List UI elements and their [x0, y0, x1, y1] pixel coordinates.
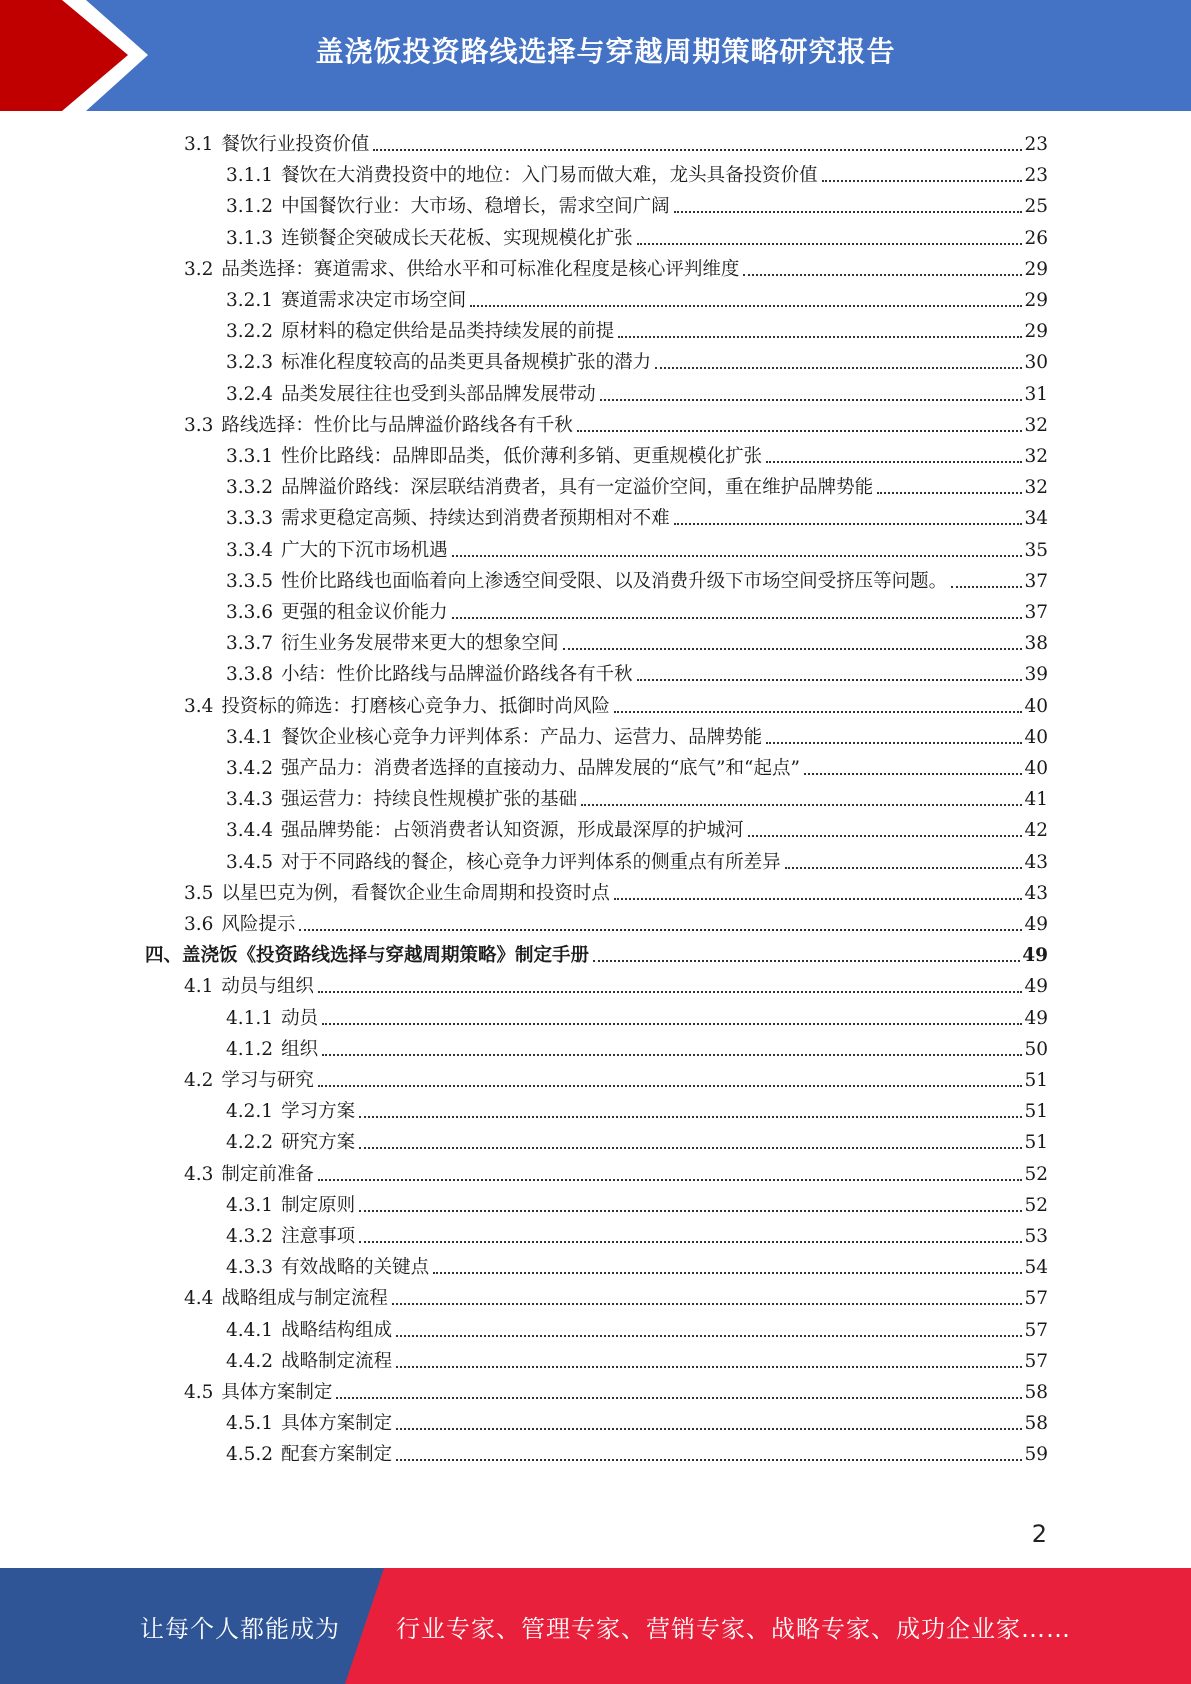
toc-entry[interactable]: [226, 563, 1048, 593]
toc-entry-title: 制定原则: [281, 1194, 356, 1216]
toc-entry[interactable]: [226, 344, 1048, 374]
dot-leader: [614, 897, 1023, 900]
toc-entry-number: 4.3.2: [226, 1226, 274, 1247]
toc-entry-page: 49: [1024, 976, 1048, 998]
dot-leader: [359, 1209, 1022, 1212]
toc-entry[interactable]: [226, 282, 1048, 312]
toc-entry-number: 4.5.2: [226, 1444, 274, 1466]
toc-entry-number: 3.4.2: [226, 758, 274, 779]
toc-entry-page: 40: [1024, 726, 1048, 748]
toc-entry-number: 3.2: [184, 258, 214, 280]
toc-entry[interactable]: [226, 781, 1048, 811]
dot-leader: [674, 522, 1023, 525]
toc-entry[interactable]: [226, 188, 1048, 218]
toc-entry-number: 3.3: [184, 414, 214, 436]
toc-entry-number: 4.2.2: [226, 1132, 274, 1154]
toc-entry-number: 3.1.3: [226, 227, 274, 249]
toc-entry[interactable]: [184, 968, 1048, 998]
toc-entry-number: 4.5.1: [226, 1413, 274, 1435]
toc-entry-title: 性价比路线也面临着向上渗透空间受限、以及消费升级下市场空间受挤压等问题。: [281, 570, 948, 592]
toc-entry-title: 原材料的稳定供给是品类持续发展的前提: [281, 321, 615, 343]
dot-leader: [373, 148, 1022, 151]
dot-leader: [563, 647, 1023, 650]
toc-entry-page: 26: [1024, 227, 1048, 249]
toc-entry-number: 3.6: [184, 914, 214, 935]
dot-leader: [618, 335, 1022, 338]
toc-entry-page: 34: [1024, 508, 1048, 530]
toc-entry-number: 3.3.5: [226, 570, 274, 592]
toc-entry[interactable]: [226, 719, 1048, 749]
toc-entry[interactable]: [226, 1218, 1048, 1248]
toc-entry-page: 43: [1024, 851, 1048, 873]
toc-entry-title: 强运营力：持续良性规模扩张的基础: [281, 789, 578, 811]
dot-leader: [322, 1053, 1022, 1056]
toc-entry[interactable]: [226, 157, 1048, 187]
toc-entry[interactable]: [226, 1187, 1048, 1217]
toc-entry-title: 品类选择：赛道需求、供给水平和可标准化程度是核心评判维度: [221, 258, 740, 280]
dot-leader: [359, 1240, 1022, 1243]
toc-entry[interactable]: [145, 937, 1048, 967]
dot-leader: [785, 866, 1023, 869]
toc-entry-number: 3.4.3: [226, 789, 274, 811]
toc-entry[interactable]: [226, 1249, 1048, 1279]
dot-leader: [822, 179, 1023, 182]
toc-entry-page: 31: [1024, 383, 1048, 405]
dot-leader: [577, 429, 1023, 432]
toc-entry-title: 强产品力：消费者选择的直接动力、品牌发展的“底气”和“起点”: [281, 758, 800, 779]
toc-entry-title: 具体方案制定: [221, 1382, 333, 1403]
toc-entry-page: 52: [1024, 1163, 1048, 1185]
toc-entry-page: 37: [1024, 570, 1048, 592]
toc-entry-number: 3.2.2: [226, 321, 274, 343]
toc-entry[interactable]: [226, 1000, 1048, 1030]
toc-entry[interactable]: [226, 625, 1048, 655]
toc-entry-number: 3.3.1: [226, 446, 274, 467]
toc-entry-title: 餐饮在大消费投资中的地位：入门易而做大难，龙头具备投资价值: [281, 165, 818, 187]
toc-entry[interactable]: [226, 1031, 1048, 1061]
toc-entry-number: 3.4.1: [226, 726, 274, 748]
toc-entry-page: 30: [1024, 352, 1048, 374]
toc-entry-title: 四、盖浇饭《投资路线选择与穿越周期策略》制定手册: [145, 945, 590, 967]
toc-entry-number: 4.1: [184, 976, 214, 998]
dot-leader: [877, 491, 1022, 494]
toc-entry-page: 37: [1024, 602, 1048, 623]
toc-entry-title: 衍生业务发展带来更大的想象空间: [281, 633, 559, 655]
toc-entry[interactable]: [226, 1093, 1048, 1123]
toc-entry[interactable]: [184, 126, 1048, 156]
toc-entry[interactable]: [226, 844, 1048, 874]
dot-leader: [766, 741, 1022, 744]
toc-entry-page: 29: [1024, 290, 1048, 311]
toc-entry[interactable]: [184, 1062, 1048, 1092]
toc-entry-number: 4.4.1: [226, 1319, 274, 1341]
dot-leader: [637, 242, 1023, 245]
toc-entry-page: 42: [1024, 820, 1048, 842]
toc-entry-page: 49: [1024, 914, 1048, 935]
toc-entry[interactable]: [226, 532, 1048, 562]
dot-leader: [600, 398, 1023, 401]
toc-entry-number: 3.2.3: [226, 352, 274, 374]
toc-entry-number: 3.2.1: [226, 290, 274, 311]
dot-leader: [318, 1084, 1023, 1087]
dot-leader: [452, 616, 1023, 619]
toc-entry-title: 性价比路线：品牌即品类，低价薄利多销、更重规模化扩张: [281, 446, 763, 467]
toc-entry[interactable]: [226, 1312, 1048, 1342]
toc-entry-page: 35: [1024, 539, 1048, 561]
toc-entry-page: 41: [1024, 789, 1048, 811]
toc-entry-title: 更强的租金议价能力: [281, 602, 448, 623]
toc-entry-title: 标准化程度较高的品类更具备规模扩张的潜力: [281, 352, 652, 374]
toc-entry-title: 投资标的筛选：打磨核心竞争力、抵御时尚风险: [221, 695, 610, 717]
toc-entry-page: 25: [1024, 196, 1048, 218]
toc-entry-page: 23: [1024, 165, 1048, 187]
toc-entry[interactable]: [226, 220, 1048, 250]
toc-entry-page: 29: [1024, 321, 1048, 343]
toc-entry-number: 3.3.3: [226, 508, 274, 530]
toc-entry[interactable]: [226, 1124, 1048, 1154]
toc-entry-number: 3.4: [184, 695, 214, 717]
toc-entry-title: 组织: [281, 1038, 319, 1060]
toc-entry-number: 3.4.4: [226, 820, 274, 842]
toc-entry[interactable]: [184, 1280, 1048, 1310]
toc-entry[interactable]: [184, 875, 1048, 905]
toc-entry[interactable]: [226, 500, 1048, 530]
toc-entry-page: 58: [1024, 1382, 1048, 1403]
toc-entry-title: 动员: [281, 1007, 319, 1029]
toc-entry-title: 餐饮企业核心竞争力评判体系：产品力、运营力、品牌势能: [281, 726, 763, 748]
dot-leader: [614, 710, 1023, 713]
toc-entry-number: 3.3.7: [226, 633, 274, 655]
toc-entry-title: 注意事项: [281, 1226, 356, 1247]
footer-slogan-right: 行业专家、管理专家、营销专家、战略专家、成功企业家……: [396, 1614, 1071, 1643]
toc-entry-number: 4.3.3: [226, 1257, 274, 1279]
toc-entry-title: 强品牌势能：占领消费者认知资源，形成最深厚的护城河: [281, 820, 744, 842]
toc-entry[interactable]: [184, 407, 1048, 437]
toc-entry-title: 研究方案: [281, 1132, 356, 1154]
dot-leader: [318, 1178, 1023, 1181]
dot-leader: [322, 1022, 1022, 1025]
dot-leader: [581, 803, 1022, 806]
toc-entry-number: 4.5: [184, 1382, 214, 1403]
dot-leader: [452, 554, 1023, 557]
toc-entry[interactable]: [226, 1405, 1048, 1435]
toc-entry-page: 57: [1024, 1350, 1048, 1372]
toc-entry-title: 有效战略的关键点: [281, 1257, 430, 1279]
dot-leader: [637, 678, 1023, 681]
dot-leader: [748, 834, 1023, 837]
toc-entry-page: 50: [1024, 1038, 1048, 1060]
dot-leader: [743, 273, 1022, 276]
toc-entry-page: 40: [1024, 758, 1048, 779]
dot-leader: [336, 1396, 1022, 1399]
toc-entry-page: 23: [1024, 134, 1048, 155]
toc-entry-title: 连锁餐企突破成长天花板、实现规模化扩张: [281, 227, 633, 249]
toc-entry[interactable]: [184, 251, 1048, 281]
toc-entry[interactable]: [184, 906, 1048, 936]
toc-entry-page: 32: [1024, 446, 1048, 467]
toc-entry-page: 39: [1024, 664, 1048, 686]
toc-entry-title: 中国餐饮行业：大市场、稳增长，需求空间广阔: [281, 196, 670, 218]
toc-entry-page: 52: [1024, 1194, 1048, 1216]
toc-entry[interactable]: [226, 656, 1048, 686]
toc-entry[interactable]: [226, 376, 1048, 406]
toc-entry-page: 49: [1024, 1007, 1048, 1029]
toc-entry-page: 49: [1022, 945, 1048, 967]
toc-entry-title: 对于不同路线的餐企，核心竞争力评判体系的侧重点有所差异: [281, 851, 781, 873]
toc-entry-page: 29: [1024, 258, 1048, 280]
toc-entry-number: 3.1: [184, 134, 214, 155]
toc-entry-page: 38: [1024, 633, 1048, 655]
toc-entry-title: 小结：性价比路线与品牌溢价路线各有千秋: [281, 664, 633, 686]
toc-entry[interactable]: [226, 1343, 1048, 1373]
document-title: 盖浇饭投资路线选择与穿越周期策略研究报告: [315, 35, 896, 68]
dot-leader: [359, 1146, 1022, 1149]
toc-entry-number: 3.2.4: [226, 383, 274, 405]
dot-leader: [655, 366, 1022, 369]
toc-entry-number: 3.1.2: [226, 196, 274, 218]
toc-entry[interactable]: [226, 313, 1048, 343]
toc-entry-number: 3.4.5: [226, 851, 274, 873]
toc-entry-number: 4.2.1: [226, 1101, 274, 1123]
dot-leader: [396, 1427, 1022, 1430]
dot-leader: [318, 990, 1023, 993]
toc-entry-number: 3.3.4: [226, 539, 274, 561]
toc-entry[interactable]: [226, 750, 1048, 780]
toc-entry-title: 需求更稳定高频、持续达到消费者预期相对不难: [281, 508, 670, 530]
toc-entry-page: 58: [1024, 1413, 1048, 1435]
dot-leader: [392, 1302, 1023, 1305]
toc-entry-number: 3.3.8: [226, 664, 274, 686]
toc-entry-number: 4.3.1: [226, 1194, 274, 1216]
dot-leader: [674, 210, 1023, 213]
toc-entry-title: 动员与组织: [221, 976, 314, 998]
toc-entry[interactable]: [226, 812, 1048, 842]
toc-entry-title: 品类发展往往也受到头部品牌发展带动: [281, 383, 596, 405]
toc-entry-title: 战略组成与制定流程: [221, 1288, 388, 1310]
toc-entry-number: 3.3.6: [226, 602, 274, 623]
toc-entry-page: 40: [1024, 695, 1048, 717]
toc-entry-page: 53: [1024, 1226, 1048, 1247]
toc-entry-title: 战略制定流程: [281, 1350, 393, 1372]
toc-entry-number: 4.1.2: [226, 1038, 274, 1060]
dot-leader: [470, 304, 1022, 307]
toc-entry-page: 43: [1024, 882, 1048, 904]
toc-entry-title: 具体方案制定: [281, 1413, 393, 1435]
page-footer: [0, 1568, 1191, 1684]
toc-entry[interactable]: [226, 594, 1048, 624]
dot-leader: [593, 959, 1020, 962]
dot-leader: [804, 772, 1023, 775]
toc-entry-title: 风险提示: [221, 914, 296, 935]
toc-entry-page: 51: [1024, 1132, 1048, 1154]
toc-entry-number: 4.1.1: [226, 1007, 274, 1029]
toc-entry-title: 餐饮行业投资价值: [221, 134, 370, 155]
toc-entry-title: 赛道需求决定市场空间: [281, 290, 467, 311]
toc-entry-number: 4.4: [184, 1288, 214, 1310]
toc-entry-title: 广大的下沉市场机遇: [281, 539, 448, 561]
dot-leader: [359, 1115, 1022, 1118]
toc-entry-title: 路线选择：性价比与品牌溢价路线各有千秋: [221, 414, 573, 436]
toc-entry-page: 57: [1024, 1288, 1048, 1310]
dot-leader: [951, 585, 1022, 588]
toc-entry-page: 54: [1024, 1257, 1048, 1279]
dot-leader: [433, 1271, 1022, 1274]
toc-entry[interactable]: [184, 1156, 1048, 1186]
toc-entry-title: 制定前准备: [221, 1163, 314, 1185]
footer-slogan-left: 让每个人都能成为: [140, 1614, 340, 1643]
dot-leader: [396, 1365, 1022, 1368]
toc-entry-page: 32: [1024, 414, 1048, 436]
toc-entry-title: 以星巴克为例，看餐饮企业生命周期和投资时点: [221, 882, 610, 904]
toc-entry-number: 4.3: [184, 1163, 214, 1185]
toc-entry-number: 3.5: [184, 882, 214, 904]
toc-entry[interactable]: [226, 469, 1048, 499]
dot-leader: [299, 928, 1022, 931]
dot-leader: [396, 1334, 1022, 1337]
toc-entry-title: 学习方案: [281, 1101, 356, 1123]
dot-leader: [396, 1458, 1022, 1461]
page-number: 2: [1031, 1520, 1047, 1548]
toc-entry-page: 51: [1024, 1070, 1048, 1091]
toc-entry-number: 3.1.1: [226, 165, 274, 187]
toc-entry[interactable]: [184, 688, 1048, 718]
toc-entry[interactable]: [184, 1374, 1048, 1404]
toc-entry-title: 配套方案制定: [281, 1444, 393, 1466]
dot-leader: [766, 460, 1022, 463]
toc-entry-number: 4.4.2: [226, 1350, 274, 1372]
toc-entry-page: 57: [1024, 1319, 1048, 1341]
toc-entry[interactable]: [226, 438, 1048, 468]
page-header: [0, 0, 1191, 111]
toc-entry-title: 战略结构组成: [281, 1319, 393, 1341]
toc-entry-page: 59: [1024, 1444, 1048, 1466]
toc-entry[interactable]: [226, 1436, 1048, 1466]
toc-entry-number: 3.3.2: [226, 477, 274, 499]
toc-entry-number: 4.2: [184, 1070, 214, 1091]
toc-entry-page: 51: [1024, 1101, 1048, 1123]
toc-entry-title: 品牌溢价路线：深层联结消费者，具有一定溢价空间，重在维护品牌势能: [281, 477, 874, 499]
toc-entry-title: 学习与研究: [221, 1070, 314, 1091]
toc-entry-page: 32: [1024, 477, 1048, 499]
